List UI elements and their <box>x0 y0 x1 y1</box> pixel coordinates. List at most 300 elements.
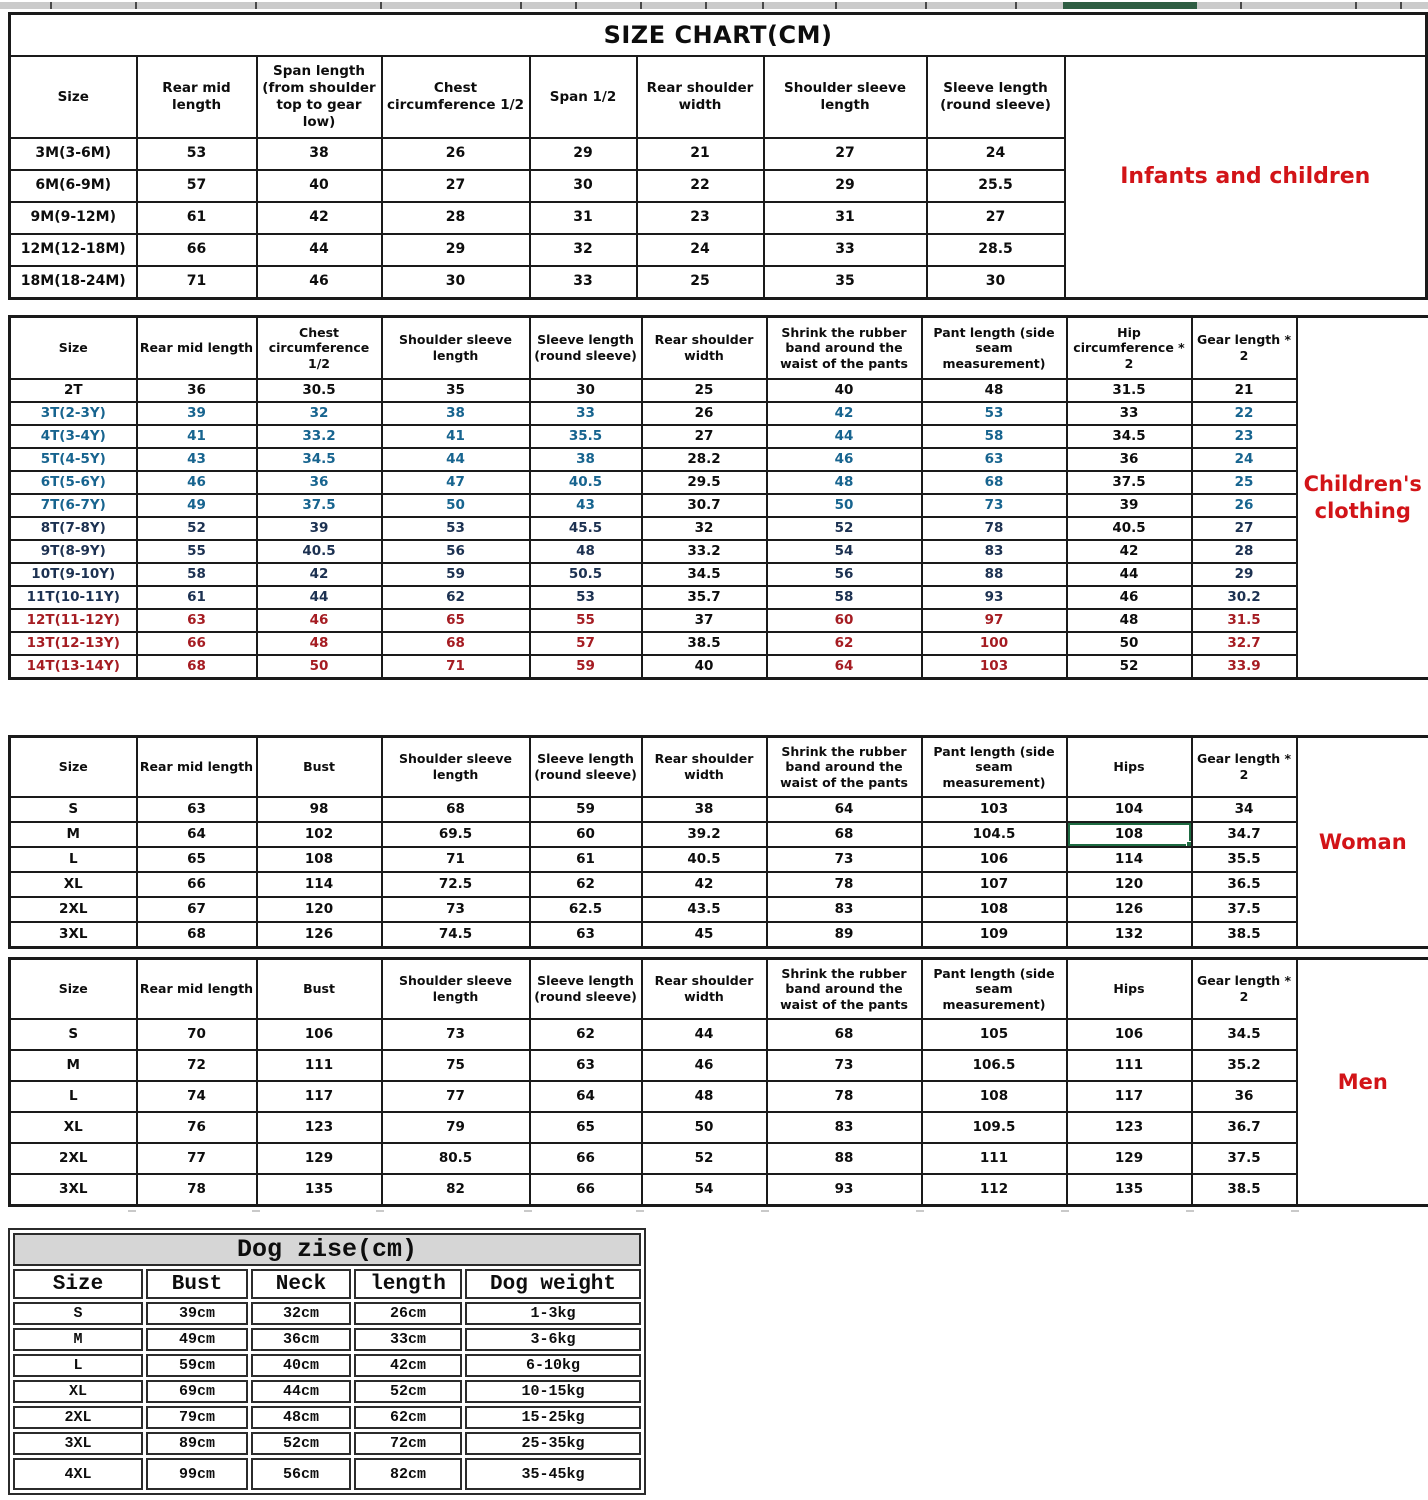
data-cell: 123 <box>257 1112 382 1143</box>
data-cell: 52 <box>137 517 257 540</box>
data-cell: 22 <box>1192 402 1297 425</box>
data-cell: 46 <box>257 266 382 299</box>
size-cell: 2XL <box>13 1406 143 1429</box>
data-cell: 64 <box>767 655 922 679</box>
data-cell: 68 <box>922 471 1067 494</box>
column-header: Size <box>13 1269 143 1299</box>
data-cell: 25 <box>1192 471 1297 494</box>
data-cell: 45 <box>642 922 767 948</box>
data-cell: 30 <box>530 170 637 202</box>
data-cell: 68 <box>767 1019 922 1050</box>
data-cell: 29 <box>382 234 530 266</box>
data-cell: 24 <box>637 234 764 266</box>
size-cell: 9M(9-12M) <box>10 202 137 234</box>
data-cell: 66 <box>530 1174 642 1206</box>
data-cell: 63 <box>137 609 257 632</box>
data-cell: 60 <box>530 822 642 847</box>
data-cell: 58 <box>137 563 257 586</box>
data-cell: 23 <box>637 202 764 234</box>
table-row <box>10 1050 1428 1081</box>
data-cell: 63 <box>530 1050 642 1081</box>
size-cell: L <box>10 847 137 872</box>
data-cell: 58 <box>922 425 1067 448</box>
column-header: Rear mid length <box>137 317 257 380</box>
data-cell: 39cm <box>146 1302 248 1325</box>
data-cell: 65 <box>530 1112 642 1143</box>
data-cell: 57 <box>530 632 642 655</box>
column-header: Sleeve length (round sleeve) <box>530 959 642 1020</box>
data-cell: 26 <box>642 402 767 425</box>
data-cell: 28.5 <box>927 234 1065 266</box>
data-cell: 89cm <box>146 1432 248 1455</box>
data-cell: 27 <box>764 138 927 170</box>
column-header: Span 1/2 <box>530 56 637 138</box>
data-cell: 108 <box>922 1081 1067 1112</box>
data-cell: 73 <box>767 1050 922 1081</box>
column-header: length <box>354 1269 462 1299</box>
column-header: Shrink the rubber band around the waist of the pants <box>767 959 922 1020</box>
data-cell: 64 <box>530 1081 642 1112</box>
data-cell: 112 <box>922 1174 1067 1206</box>
column-tick <box>255 2 257 9</box>
data-cell: 30.5 <box>257 379 382 402</box>
data-cell: 114 <box>1067 847 1192 872</box>
data-cell: 29 <box>1192 563 1297 586</box>
children-size-table <box>8 315 1428 680</box>
column-header: Gear length * 2 <box>1192 737 1297 798</box>
data-cell: 22 <box>637 170 764 202</box>
data-cell: 48 <box>530 540 642 563</box>
woman-size-table <box>8 735 1428 949</box>
data-cell: 32.7 <box>1192 632 1297 655</box>
size-cell: 18M(18-24M) <box>10 266 137 299</box>
column-header: Size <box>10 959 137 1020</box>
data-cell: 62 <box>530 872 642 897</box>
data-cell: 126 <box>1067 897 1192 922</box>
data-cell: 78 <box>767 872 922 897</box>
column-tick <box>1015 2 1017 9</box>
data-cell: 44cm <box>251 1380 351 1403</box>
data-cell: 33.2 <box>642 540 767 563</box>
header-row <box>10 737 1428 798</box>
data-cell: 135 <box>1067 1174 1192 1206</box>
data-cell: 83 <box>767 897 922 922</box>
section-label: Men <box>1297 959 1428 1206</box>
data-cell: 15-25kg <box>465 1406 641 1429</box>
data-cell: 71 <box>137 266 257 299</box>
table-row <box>13 1354 641 1377</box>
data-cell: 46 <box>767 448 922 471</box>
data-cell: 62 <box>530 1019 642 1050</box>
table-row <box>10 897 1428 922</box>
data-cell: 33cm <box>354 1328 462 1351</box>
data-cell: 25.5 <box>927 170 1065 202</box>
data-cell: 35.5 <box>530 425 642 448</box>
data-cell: 73 <box>382 897 530 922</box>
data-cell: 34.5 <box>1067 425 1192 448</box>
data-cell: 62 <box>382 586 530 609</box>
section-label: Children's clothing <box>1297 317 1428 679</box>
column-header: Sleeve length (round sleeve) <box>927 56 1065 138</box>
column-header: Rear shoulder width <box>642 737 767 798</box>
data-cell: 3-6kg <box>465 1328 641 1351</box>
column-header: Rear shoulder width <box>642 959 767 1020</box>
data-cell: 108 <box>257 847 382 872</box>
size-cell: 10T(9-10Y) <box>10 563 137 586</box>
data-cell: 104.5 <box>922 822 1067 847</box>
size-cell: 12M(12-18M) <box>10 234 137 266</box>
data-cell: 43 <box>137 448 257 471</box>
table-row <box>13 1380 641 1403</box>
data-cell: 69.5 <box>382 822 530 847</box>
data-cell: 29 <box>764 170 927 202</box>
data-cell: 68 <box>382 632 530 655</box>
data-cell: 41 <box>382 425 530 448</box>
data-cell: 52cm <box>354 1380 462 1403</box>
data-cell: 75 <box>382 1050 530 1081</box>
data-cell: 53 <box>922 402 1067 425</box>
size-cell: 7T(6-7Y) <box>10 494 137 517</box>
data-cell: 71 <box>382 847 530 872</box>
size-cell: 3M(3-6M) <box>10 138 137 170</box>
table-row <box>10 922 1428 948</box>
data-cell: 100 <box>922 632 1067 655</box>
data-cell: 105 <box>922 1019 1067 1050</box>
data-cell: 35.2 <box>1192 1050 1297 1081</box>
data-cell: 33.9 <box>1192 655 1297 679</box>
column-tick <box>835 2 837 9</box>
data-cell: 74.5 <box>382 922 530 948</box>
data-cell: 88 <box>922 563 1067 586</box>
section-label: Woman <box>1297 737 1428 948</box>
data-cell: 106 <box>1067 1019 1192 1050</box>
data-cell: 67 <box>137 897 257 922</box>
size-cell: XL <box>13 1380 143 1403</box>
table-row <box>10 847 1428 872</box>
data-cell: 10-15kg <box>465 1380 641 1403</box>
data-cell: 38 <box>530 448 642 471</box>
header-row <box>13 1269 641 1299</box>
data-cell: 38.5 <box>1192 1174 1297 1206</box>
column-header: Size <box>10 56 137 138</box>
data-cell: 29 <box>530 138 637 170</box>
size-cell: 6T(5-6Y) <box>10 471 137 494</box>
size-cell: M <box>10 822 137 847</box>
data-cell: 36 <box>137 379 257 402</box>
data-cell: 49cm <box>146 1328 248 1351</box>
data-cell: 77 <box>137 1143 257 1174</box>
data-cell: 63 <box>137 797 257 822</box>
data-cell: 31 <box>530 202 637 234</box>
table-row <box>10 540 1428 563</box>
table-row <box>10 655 1428 679</box>
data-cell: 117 <box>1067 1081 1192 1112</box>
data-cell: 89 <box>767 922 922 948</box>
column-tick <box>135 2 137 9</box>
infants-size-table <box>8 12 1428 300</box>
data-cell: 106.5 <box>922 1050 1067 1081</box>
data-cell: 129 <box>1067 1143 1192 1174</box>
size-cell: 2XL <box>10 1143 137 1174</box>
data-cell: 48 <box>1067 609 1192 632</box>
data-cell: 73 <box>382 1019 530 1050</box>
column-header: Pant length (side seam measurement) <box>922 317 1067 380</box>
data-cell: 38.5 <box>642 632 767 655</box>
data-cell: 120 <box>1067 872 1192 897</box>
data-cell: 104 <box>1067 797 1192 822</box>
table-row <box>10 448 1428 471</box>
dog-table-title: Dog zise(cm) <box>13 1233 641 1266</box>
column-tick <box>520 2 522 9</box>
data-cell: 28 <box>1192 540 1297 563</box>
size-cell: 12T(11-12Y) <box>10 609 137 632</box>
data-cell: 24 <box>1192 448 1297 471</box>
size-cell: 3XL <box>10 1174 137 1206</box>
data-cell: 56 <box>382 540 530 563</box>
data-cell: 34.5 <box>257 448 382 471</box>
data-cell: 27 <box>1192 517 1297 540</box>
data-cell: 40 <box>767 379 922 402</box>
size-cell: M <box>13 1328 143 1351</box>
column-header: Span length (from shoulder top to gear low) <box>257 56 382 138</box>
data-cell: 36.7 <box>1192 1112 1297 1143</box>
header-row <box>10 959 1428 1020</box>
data-cell: 88 <box>767 1143 922 1174</box>
data-cell: 46 <box>137 471 257 494</box>
data-cell: 66 <box>137 872 257 897</box>
data-cell: 37.5 <box>1067 471 1192 494</box>
table-row <box>13 1432 641 1455</box>
data-cell: 48 <box>257 632 382 655</box>
data-cell: 35 <box>764 266 927 299</box>
size-cell: 4XL <box>13 1458 143 1490</box>
data-cell: 30 <box>530 379 642 402</box>
data-cell: 25 <box>637 266 764 299</box>
table-row <box>10 471 1428 494</box>
table-row <box>10 1112 1428 1143</box>
data-cell: 114 <box>257 872 382 897</box>
data-cell: 44 <box>1067 563 1192 586</box>
table-row <box>10 517 1428 540</box>
data-cell: 30 <box>927 266 1065 299</box>
data-cell: 66 <box>530 1143 642 1174</box>
table-row <box>10 425 1428 448</box>
table-row <box>10 872 1428 897</box>
size-cell: L <box>13 1354 143 1377</box>
column-header: Hips <box>1067 737 1192 798</box>
data-cell: 21 <box>1192 379 1297 402</box>
data-cell: 25-35kg <box>465 1432 641 1455</box>
data-cell: 132 <box>1067 922 1192 948</box>
data-cell: 32 <box>257 402 382 425</box>
data-cell: 83 <box>922 540 1067 563</box>
data-cell: 42 <box>767 402 922 425</box>
column-header: Chest circumference 1/2 <box>257 317 382 380</box>
table-row <box>10 379 1428 402</box>
data-cell: 36 <box>257 471 382 494</box>
size-cell: S <box>13 1302 143 1325</box>
data-cell: 63 <box>530 922 642 948</box>
data-cell: 43.5 <box>642 897 767 922</box>
data-cell: 36cm <box>251 1328 351 1351</box>
table-row <box>10 1019 1428 1050</box>
data-cell: 38 <box>642 797 767 822</box>
data-cell: 38 <box>382 402 530 425</box>
data-cell: 107 <box>922 872 1067 897</box>
section-label: Infants and children <box>1065 56 1427 299</box>
sheet-title: SIZE CHART(CM) <box>10 14 1427 57</box>
data-cell: 68 <box>767 822 922 847</box>
data-cell: 54 <box>642 1174 767 1206</box>
column-header: Rear mid length <box>137 959 257 1020</box>
data-cell: 32cm <box>251 1302 351 1325</box>
data-cell: 59 <box>382 563 530 586</box>
data-cell: 93 <box>767 1174 922 1206</box>
data-cell: 39 <box>137 402 257 425</box>
data-cell: 42 <box>257 563 382 586</box>
data-cell: 62cm <box>354 1406 462 1429</box>
data-cell: 35 <box>382 379 530 402</box>
column-header: Shoulder sleeve length <box>382 317 530 380</box>
size-cell: 13T(12-13Y) <box>10 632 137 655</box>
data-cell: 111 <box>1067 1050 1192 1081</box>
data-cell: 34.5 <box>642 563 767 586</box>
selected-cell[interactable]: 108 <box>1067 822 1192 847</box>
data-cell: 40.5 <box>642 847 767 872</box>
data-cell: 52 <box>1067 655 1192 679</box>
data-cell: 25 <box>642 379 767 402</box>
data-cell: 28.2 <box>642 448 767 471</box>
size-cell: L <box>10 1081 137 1112</box>
data-cell: 47 <box>382 471 530 494</box>
data-cell: 44 <box>767 425 922 448</box>
data-cell: 52cm <box>251 1432 351 1455</box>
data-cell: 61 <box>137 586 257 609</box>
data-cell: 37 <box>642 609 767 632</box>
data-cell: 50 <box>257 655 382 679</box>
data-cell: 26cm <box>354 1302 462 1325</box>
data-cell: 61 <box>137 202 257 234</box>
data-cell: 79cm <box>146 1406 248 1429</box>
data-cell: 56cm <box>251 1458 351 1490</box>
data-cell: 97 <box>922 609 1067 632</box>
column-tick <box>1400 2 1402 9</box>
column-header: Shoulder sleeve length <box>764 56 927 138</box>
data-cell: 38 <box>257 138 382 170</box>
data-cell: 40.5 <box>530 471 642 494</box>
table-row <box>13 1328 641 1351</box>
table-row <box>10 494 1428 517</box>
size-cell: 2T <box>10 379 137 402</box>
data-cell: 30.2 <box>1192 586 1297 609</box>
data-cell: 27 <box>642 425 767 448</box>
data-cell: 37.5 <box>257 494 382 517</box>
data-cell: 37.5 <box>1192 897 1297 922</box>
column-header: Shrink the rubber band around the waist of the pants <box>767 737 922 798</box>
data-cell: 46 <box>642 1050 767 1081</box>
column-header: Size <box>10 317 137 380</box>
column-header: Rear shoulder width <box>637 56 764 138</box>
data-cell: 40.5 <box>1067 517 1192 540</box>
data-cell: 108 <box>922 897 1067 922</box>
table-row <box>13 1302 641 1325</box>
column-header: Shoulder sleeve length <box>382 737 530 798</box>
data-cell: 35.5 <box>1192 847 1297 872</box>
data-cell: 129 <box>257 1143 382 1174</box>
data-cell: 44 <box>382 448 530 471</box>
column-header: Gear length * 2 <box>1192 317 1297 380</box>
data-cell: 35.7 <box>642 586 767 609</box>
table-row <box>10 402 1428 425</box>
size-cell: 4T(3-4Y) <box>10 425 137 448</box>
table-row <box>10 797 1428 822</box>
data-cell: 44 <box>257 586 382 609</box>
data-cell: 40 <box>642 655 767 679</box>
faint-gridline-strip <box>8 1210 1428 1212</box>
data-cell: 106 <box>257 1019 382 1050</box>
data-cell: 55 <box>530 609 642 632</box>
data-cell: 50.5 <box>530 563 642 586</box>
data-cell: 52 <box>767 517 922 540</box>
size-cell: S <box>10 797 137 822</box>
data-cell: 40cm <box>251 1354 351 1377</box>
column-header: Rear mid length <box>137 56 257 138</box>
data-cell: 54 <box>767 540 922 563</box>
column-tick <box>380 2 382 9</box>
column-header: Pant length (side seam measurement) <box>922 959 1067 1020</box>
data-cell: 59 <box>530 797 642 822</box>
column-header: Pant length (side seam measurement) <box>922 737 1067 798</box>
table-row <box>10 609 1428 632</box>
column-tick <box>762 2 764 9</box>
size-cell: 9T(8-9Y) <box>10 540 137 563</box>
data-cell: 38.5 <box>1192 922 1297 948</box>
data-cell: 59 <box>530 655 642 679</box>
data-cell: 40 <box>257 170 382 202</box>
size-cell: 11T(10-11Y) <box>10 586 137 609</box>
data-cell: 62.5 <box>530 897 642 922</box>
data-cell: 26 <box>382 138 530 170</box>
data-cell: 59cm <box>146 1354 248 1377</box>
data-cell: 30 <box>382 266 530 299</box>
data-cell: 44 <box>642 1019 767 1050</box>
data-cell: 49 <box>137 494 257 517</box>
column-header: Rear shoulder width <box>642 317 767 380</box>
data-cell: 109.5 <box>922 1112 1067 1143</box>
data-cell: 33 <box>530 402 642 425</box>
column-header: Hips <box>1067 959 1192 1020</box>
data-cell: 60 <box>767 609 922 632</box>
data-cell: 36 <box>1067 448 1192 471</box>
data-cell: 48cm <box>251 1406 351 1429</box>
column-tick <box>640 2 642 9</box>
data-cell: 24 <box>927 138 1065 170</box>
data-cell: 39 <box>257 517 382 540</box>
data-cell: 78 <box>137 1174 257 1206</box>
size-cell: 6M(6-9M) <box>10 170 137 202</box>
data-cell: 77 <box>382 1081 530 1112</box>
data-cell: 42 <box>257 202 382 234</box>
data-cell: 30.7 <box>642 494 767 517</box>
data-cell: 103 <box>922 797 1067 822</box>
data-cell: 102 <box>257 822 382 847</box>
data-cell: 45.5 <box>530 517 642 540</box>
data-cell: 135 <box>257 1174 382 1206</box>
column-header: Bust <box>257 737 382 798</box>
table-row <box>10 586 1428 609</box>
data-cell: 57 <box>137 170 257 202</box>
column-tick <box>575 2 577 9</box>
